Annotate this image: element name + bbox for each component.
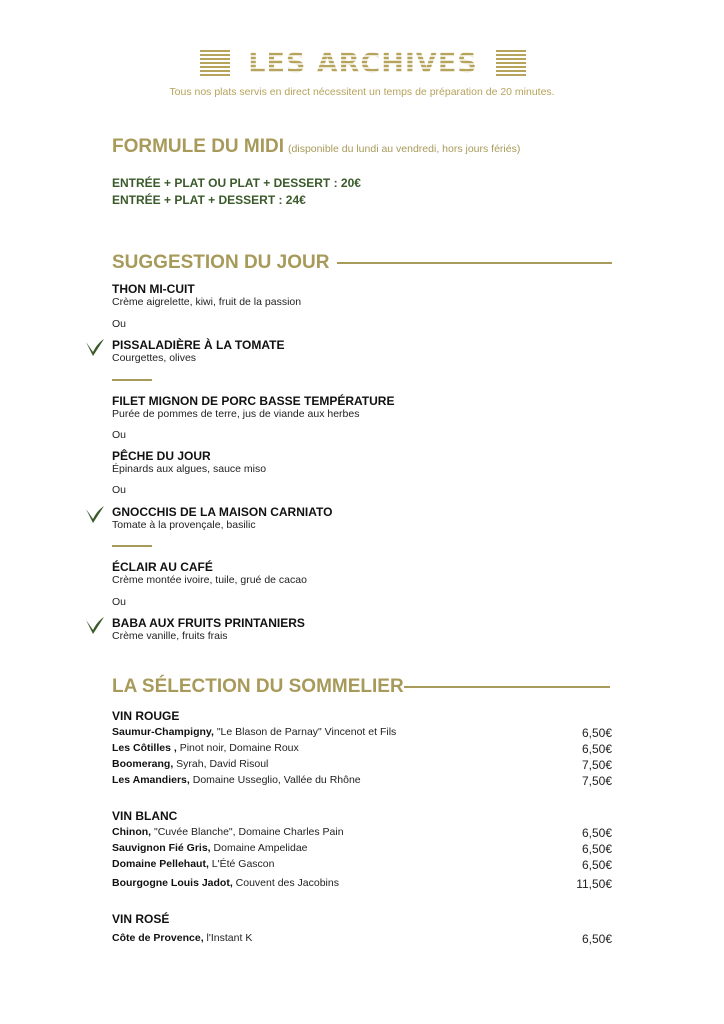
logo-stripes-right (496, 50, 526, 78)
dish-desc: Courgettes, olives (112, 352, 197, 364)
sommelier-rule (404, 686, 610, 688)
wine-detail: Domaine Usseglio, Vallée du Rhône (189, 774, 361, 786)
wine-row (112, 774, 612, 788)
wine-row (112, 858, 612, 872)
wine-detail: "Le Blason de Parnay" Vincenot et Fils (213, 726, 397, 738)
logo-stripes-left (200, 50, 230, 78)
dish-name: PISSALADIÈRE À LA TOMATE (112, 338, 285, 352)
or-separator: Ou (112, 429, 127, 441)
course-divider (112, 379, 152, 381)
dish-gnocchis (112, 505, 332, 532)
wine-row (112, 842, 612, 856)
dish-desc: Épinards aux algues, sauce miso (112, 463, 267, 475)
dish-desc: Tomate à la provençale, basilic (112, 519, 256, 531)
wine-detail: Couvent des Jacobins (232, 877, 339, 889)
wine-detail: Domaine Ampelidae (210, 842, 308, 854)
dish-name: PÊCHE DU JOUR (112, 449, 211, 463)
wine-name: Bourgogne Louis Jadot, (112, 877, 233, 889)
wine-name: Saumur-Champigny, (112, 726, 214, 738)
tagline: Tous nos plats servis en direct nécessitent un temps de préparation de 20 minutes. (169, 86, 555, 98)
wine-category-rouge: VIN ROUGE (112, 709, 180, 723)
or-separator: Ou (112, 318, 127, 330)
dish-name: ÉCLAIR AU CAFÉ (112, 560, 213, 574)
wine-price: 6,50€ (581, 858, 612, 872)
wine-name: Chinon, (112, 826, 152, 838)
leaf-v-icon (84, 615, 106, 637)
wine-row (112, 742, 612, 756)
dish-name: THON MI-CUIT (112, 282, 195, 296)
wine-name: Domaine Pellehaut, (112, 858, 209, 870)
wine-price: 6,50€ (581, 826, 612, 840)
formule-title-text: FORMULE DU MIDI (112, 136, 285, 157)
wine-name: Sauvignon Fié Gris, (112, 842, 211, 854)
wine-detail: Pinot noir, Domaine Roux (176, 742, 299, 754)
logo (200, 49, 526, 79)
wine-detail: Syrah, David Risoul (173, 758, 269, 770)
dish-filet-mignon (112, 394, 394, 421)
wine-price: 6,50€ (581, 842, 612, 856)
wine-name: Côte de Provence, (112, 932, 204, 944)
wine-price: 6,50€ (581, 742, 612, 756)
formule-line-2: ENTRÉE + PLAT + DESSERT : 24€ (112, 193, 306, 207)
dish-desc: Crème montée ivoire, tuile, grué de cacao (112, 574, 307, 586)
wine-row (112, 726, 612, 740)
dish-desc: Crème aigrelette, kiwi, fruit de la passion (112, 296, 302, 308)
leaf-v-icon (84, 504, 106, 526)
wine-name: Les Côtilles , (112, 742, 177, 754)
wine-category-rose: VIN ROSÉ (112, 912, 170, 926)
wine-detail: L'Été Gascon (208, 858, 275, 870)
wine-name: Les Amandiers, (112, 774, 190, 786)
dish-name: BABA AUX FRUITS PRINTANIERS (112, 616, 305, 630)
dish-pissaladiere (112, 338, 284, 365)
dish-eclair (112, 560, 307, 587)
wine-price: 7,50€ (581, 758, 612, 772)
suggestion-rule (337, 262, 612, 264)
dish-peche (112, 449, 266, 476)
formule-line-1: ENTRÉE + PLAT OU PLAT + DESSERT : 20€ (112, 176, 361, 190)
wine-name: Boomerang, (112, 758, 174, 770)
or-separator: Ou (112, 484, 127, 496)
wine-detail: l'Instant K (203, 932, 253, 944)
sommelier-title: LA SÉLECTION DU SOMMELIER (112, 676, 404, 697)
formule-title (112, 136, 520, 158)
wine-price: 11,50€ (576, 877, 612, 891)
or-separator: Ou (112, 596, 127, 608)
formule-note: (disponible du lundi au vendredi, hors jours fériés) (288, 143, 521, 155)
wine-row (112, 758, 612, 772)
logo-text: LES ARCHIVES (230, 49, 496, 79)
dish-thon (112, 282, 301, 309)
suggestion-title: SUGGESTION DU JOUR (112, 252, 330, 273)
dish-name: GNOCCHIS DE LA MAISON CARNIATO (112, 505, 333, 519)
wine-price: 6,50€ (581, 726, 612, 740)
wine-price: 7,50€ (581, 774, 612, 788)
wine-price: 6,50€ (581, 932, 612, 946)
dish-baba (112, 616, 305, 643)
dish-desc: Purée de pommes de terre, jus de viande aux herbes (112, 408, 360, 420)
wine-row (112, 877, 612, 891)
dish-name: FILET MIGNON DE PORC BASSE TEMPÉRATURE (112, 394, 395, 408)
wine-row (112, 826, 612, 840)
wine-row (112, 932, 612, 946)
course-divider (112, 545, 152, 547)
dish-desc: Crème vanille, fruits frais (112, 630, 228, 642)
wine-category-blanc: VIN BLANC (112, 809, 178, 823)
leaf-v-icon (84, 337, 106, 359)
wine-detail: "Cuvée Blanche", Domaine Charles Pain (151, 826, 344, 838)
